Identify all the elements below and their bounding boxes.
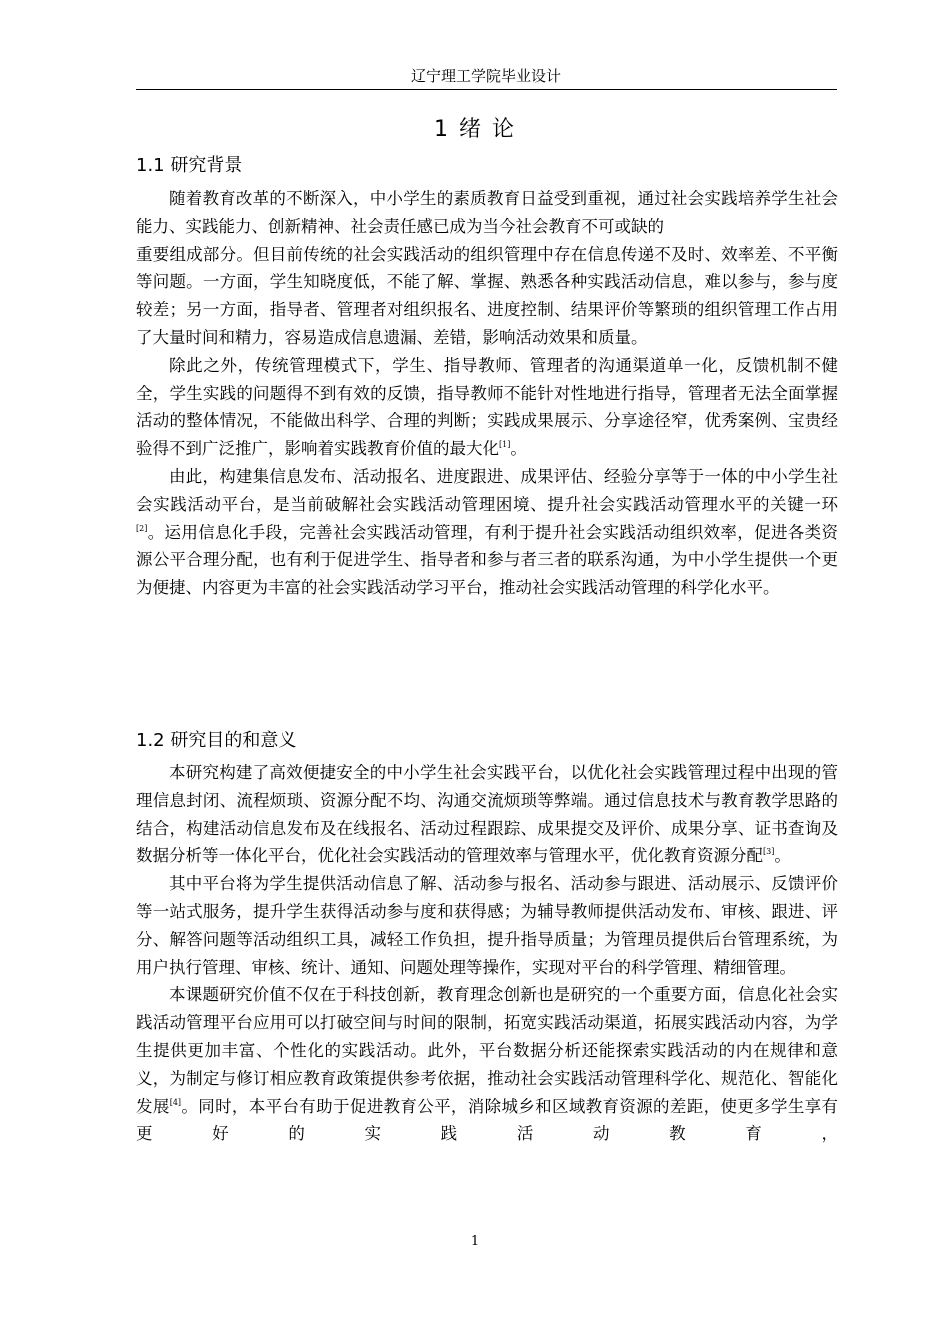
citation-ref: [2] — [136, 523, 148, 533]
paragraph-text: 由此，构建集信息发布、活动报名、进度跟进、成果评估、经验分享等于一体的中小学生社会实践活动平台，是当前破解社会实践活动管理困境、提升社会实践活动管理水平的关键一环 — [136, 466, 838, 514]
header-rule — [136, 89, 837, 90]
citation-ref: [1] — [499, 440, 511, 450]
paragraph-text: 本研究构建了高效便捷安全的中小学生社会实践平台，以优化社会实践管理过程中出现的管理信息封闭、流程烦琐、资源分配不均、沟通交流烦琐等弊端。通过信息技术与教育教学思路的结合，构建活动信息发布及在线报名、活动过程跟踪、成果提交及评价、成果分享、证书查询及数据分析等一体化平台，优化社会实践活动的管理效率与管理水平，优化教育资源分配 — [136, 763, 838, 866]
paragraph — [136, 759, 838, 870]
paragraph-text: 。 — [774, 846, 791, 866]
section-body — [136, 185, 838, 602]
paragraph — [136, 981, 838, 1148]
section-heading: 1.1 研究背景 — [136, 155, 243, 176]
paragraph-text: 本课题研究价值不仅在于科技创新，教育理念创新也是研究的一个重要方面，信息化社会实践活动管理平台应用可以打破空间与时间的限制，拓宽实践活动渠道，拓展实践活动内容，为学生提供更加丰富、个性化的实践活动。此外，平台数据分析还能探索实践活动的内在规律和意义，为制定与修订相应教育政策提供参考依据，推动社会实践活动管理科学化、规范化、智能化发展 — [136, 985, 838, 1116]
paragraph: 随着教育改革的不断深入，中小学生的素质教育日益受到重视，通过社会实践培养学生社会能力、实践能力、创新精神、社会责任感已成为当今社会教育不可或缺的 — [136, 189, 838, 236]
paragraph-text: 。运用信息化手段，完善社会实践活动管理，有利于提升社会实践活动组织效率，促进各类资源公平合理分配，也有利于促进学生、指导者和参与者三者的联系沟通，为中小学生提供一个更为便捷、内容更为丰富的社会实践活动学习平台，推动社会实践活动管理的科学化水平。 — [136, 522, 838, 598]
paragraph: 重要组成部分。但目前传统的社会实践活动的组织管理中存在信息传递不及时、效率差、不平衡等问题。一方面，学生知晓度低，不能了解、掌握、熟悉各种实践活动信息，难以参与，参与度较差；另一方面，指导者、管理者对组织报名、进度控制、结果评价等繁琐的组织管理工作占用了大量时间和精力，容易造成信息遗漏、差错，影响活动效果和质量。 — [136, 244, 838, 347]
chapter-title: 1 绪 论 — [434, 117, 516, 142]
paragraph — [136, 352, 838, 463]
section-body — [136, 759, 838, 1148]
running-header: 辽宁理工学院毕业设计 — [410, 67, 561, 85]
paragraph-text: 。同时，本平台有助于促进教育公平，消除城乡和区域教育资源的差距，使更多学生享有更好的实践活动教育， — [136, 1096, 839, 1144]
paragraph: 其中平台将为学生提供活动信息了解、活动参与报名、活动参与跟进、活动展示、反馈评价等一站式服务，提升学生获得活动参与度和获得感；为辅导教师提供活动发布、审核、跟进、评分、解答问题等活动组织工具，减轻工作负担，提升指导质量；为管理员提供后台管理系统，为用户执行管理、审核、统计、通知、问题处理等操作，实现对平台的科学管理、精细管理。 — [136, 874, 838, 977]
citation-ref: [3] — [763, 847, 775, 857]
paragraph-text: 除此之外，传统管理模式下，学生、指导教师、管理者的沟通渠道单一化，反馈机制不健全，学生实践的问题得不到有效的反馈，指导教师不能针对性地进行指导，管理者无法全面掌握活动的整体情况，不能做出科学、合理的判断；实践成果展示、分享途径窄，优秀案例、宝贵经验得不到广泛推广，影响着实践教育价值的最大化 — [136, 355, 838, 459]
section-heading: 1.2 研究目的和意义 — [136, 730, 297, 751]
paragraph — [136, 463, 838, 602]
paragraph-text: 。 — [510, 439, 527, 459]
page-number: 1 — [470, 1234, 480, 1249]
citation-ref: [4] — [169, 1097, 182, 1107]
